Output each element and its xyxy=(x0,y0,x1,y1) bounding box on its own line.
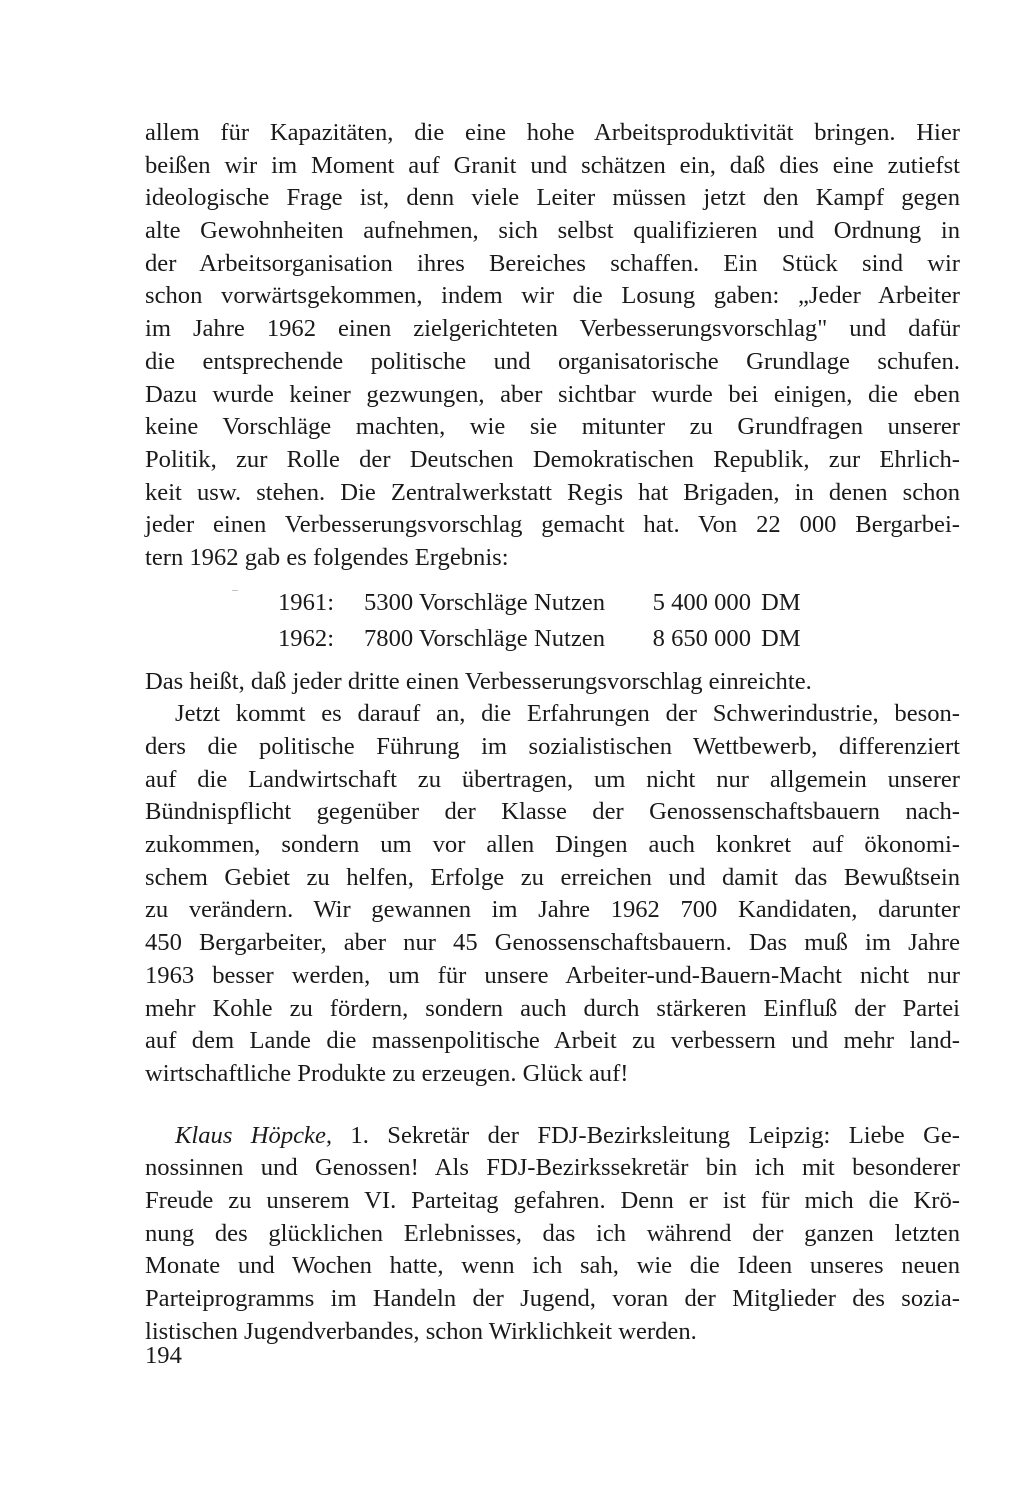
text-line xyxy=(145,1120,960,1153)
table-count: 7800 Vorschläge xyxy=(364,624,528,652)
text-line: schem Gebiet zu helfen, Erfolge zu erreichen und damit das Bewußtsein xyxy=(145,863,960,891)
text-line: Dazu wurde keiner gezwungen, aber sichtbar wurde bei einigen, die eben xyxy=(145,380,960,408)
text-line: alte Gewohnheiten aufnehmen, sich selbst qualifizieren und Ordnung in xyxy=(145,217,960,245)
text-line: jeder einen Verbesserungsvorschlag gemacht hat. Von 22 000 Bergarbei- xyxy=(145,511,960,539)
table-row xyxy=(278,585,960,621)
speaker-title: 1. Sekretär der FDJ-Bezirksleitung Leipzig: Liebe Ge- xyxy=(332,1121,960,1149)
table-unit: DM xyxy=(761,588,801,616)
text-line: ders die politische Führung im sozialistischen Wettbewerb, differenziert xyxy=(145,733,960,760)
text-line: Politik, zur Rolle der Deutschen Demokratischen Republik, zur Ehrlich- xyxy=(145,445,960,473)
text-line: Jetzt kommt es darauf an, die Erfahrungen der Schwerindustrie, beson- xyxy=(175,700,960,728)
text-line: mehr Kohle zu fördern, sondern auch durch stärkeren Einfluß der Partei xyxy=(145,994,960,1022)
paragraph-2 xyxy=(145,666,960,699)
text-line: wirtschaftliche Produkte zu erzeugen. Glück auf! xyxy=(145,1059,629,1087)
table-label: Nutzen xyxy=(534,588,606,616)
table-unit: DM xyxy=(761,624,801,652)
table-row xyxy=(278,621,960,657)
text-line: Freude zu unserem VI. Parteitag gefahren. Denn er ist für mich die Krö- xyxy=(145,1186,960,1214)
text-line: Monate und Wochen hatte, wenn ich sah, wie die Ideen unseres neuen xyxy=(145,1252,960,1280)
text-line: auf dem Lande die massenpolitische Arbeit zu verbessern und mehr land- xyxy=(145,1027,960,1055)
table-year: 1962: xyxy=(278,624,335,652)
text-line: 1963 besser werden, um für unsere Arbeiter-und-Bauern-Macht nicht nur xyxy=(145,961,960,989)
text-line: Parteiprogramms im Handeln der Jugend, voran der Mitglieder des sozia- xyxy=(145,1285,960,1312)
speaker-paragraph xyxy=(145,1120,960,1349)
text-line: 450 Bergarbeiter, aber nur 45 Genossenschaftsbauern. Das muß im Jahre xyxy=(145,929,960,957)
text-line: im Jahre 1962 einen zielgerichteten Verbesserungsvorschlag" und dafür xyxy=(145,315,960,343)
text-line: die entsprechende politische und organisatorische Grundlage schufen. xyxy=(145,347,960,375)
text-line: der Arbeitsorganisation ihres Bereiches schaffen. Ein Stück sind wir xyxy=(145,249,960,277)
text-line: allem für Kapazitäten, die eine hohe Arbeitsproduktivität bringen. Hier xyxy=(145,119,960,146)
text-line: tern 1962 gab es folgendes Ergebnis: xyxy=(145,543,509,571)
text-line: keit usw. stehen. Die Zentralwerkstatt Regis hat Brigaden, in denen schon xyxy=(145,478,960,506)
table-value: 5 400 000 xyxy=(652,588,751,616)
paragraph-1 xyxy=(145,117,960,575)
text-line: zu verändern. Wir gewannen im Jahre 1962 700 Kandidaten, darunter xyxy=(145,896,960,924)
text-line: nossinnen und Genossen! Als FDJ-Bezirkssekretär bin ich mit besonderer xyxy=(145,1154,960,1182)
table-value: 8 650 000 xyxy=(652,624,751,652)
paragraph-3 xyxy=(145,698,960,1090)
text-line: Das heißt, daß jeder dritte einen Verbesserungsvorschlag einreichte. xyxy=(145,667,812,695)
text-line: listischen Jugendverbandes, schon Wirklichkeit werden. xyxy=(145,1317,697,1345)
text-line: zukommen, sondern um vor allen Dingen auch konkret auf ökonomi- xyxy=(145,831,960,859)
speaker-name: Klaus Höpcke, xyxy=(175,1121,333,1149)
text-line: ideologische Frage ist, denn viele Leiter müssen jetzt den Kampf gegen xyxy=(145,184,960,212)
text-line: Bündnispflicht gegenüber der Klasse der Genossenschaftsbauern nach- xyxy=(145,798,960,826)
text-line: nung des glücklichen Erlebnisses, das ich während der ganzen letzten xyxy=(145,1219,960,1247)
table-count: 5300 Vorschläge xyxy=(364,588,528,616)
text-line: keine Vorschläge machten, wie sie mitunter zu Grundfragen unserer xyxy=(145,413,960,441)
page-body xyxy=(145,117,960,1348)
text-line: beißen wir im Moment auf Granit und schätzen ein, daß dies eine zutiefst xyxy=(145,151,960,179)
table-label: Nutzen xyxy=(534,624,606,652)
suggestions-table xyxy=(278,585,960,657)
table-year: 1961: xyxy=(278,588,335,616)
page-number: 194 xyxy=(145,1342,182,1369)
text-line: schon vorwärtsgekommen, indem wir die Losung gaben: „Jeder Arbeiter xyxy=(145,282,960,310)
text-line: auf die Landwirtschaft zu übertragen, um nicht nur allgemein unserer xyxy=(145,765,960,793)
scan-speck: – xyxy=(232,582,238,596)
